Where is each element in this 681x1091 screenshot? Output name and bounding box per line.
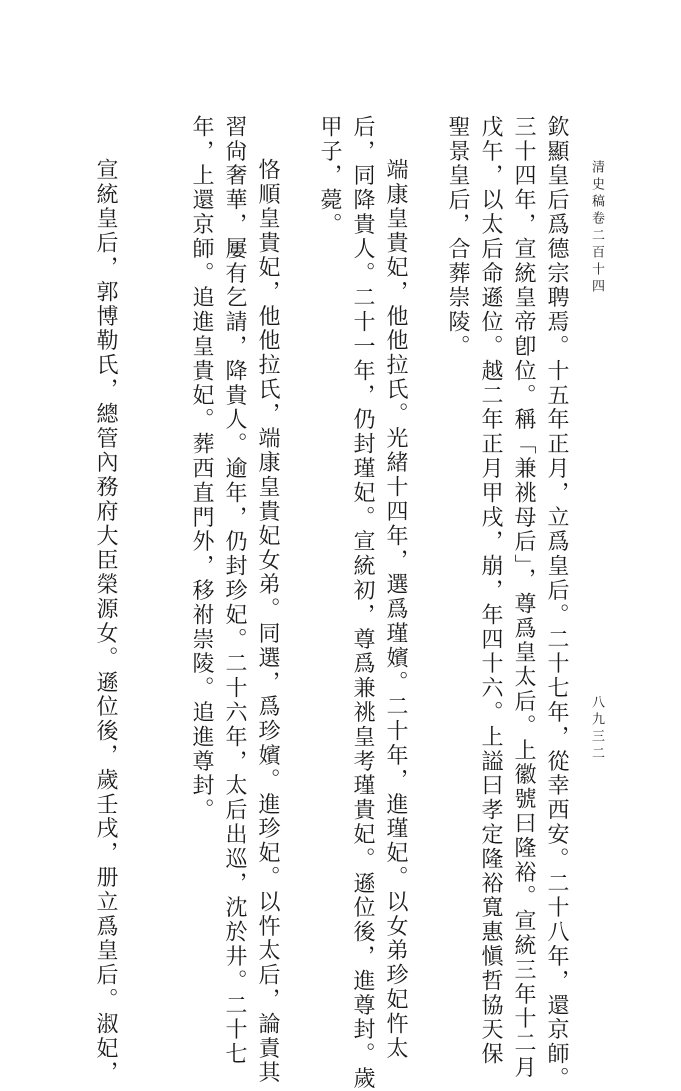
text-column: 后，同降貴人。二十一年，仍封瑾妃。宣統初，尊爲兼祧皇考瑾貴妃。遜位後，進尊封。歲: [350, 115, 375, 1091]
page-number: 八九三二: [589, 695, 604, 763]
text-column: 戊午，以太后命遜位。越二年正月甲戌，崩，年四十六。上謚曰孝定隆裕寬惠愼哲協天保: [478, 115, 503, 1067]
text-column: 年，上還京師。追進皇貴妃。葬西直門外，移祔崇陵。追進尊封。: [189, 115, 214, 823]
text-column: 習尙奢華，屢有乞請，降貴人。逾年，仍封珍妃。二十六年，太后出巡，沈於井。二十七: [222, 115, 247, 1067]
text-column: 端康皇貴妃，他他拉氏。光緒十四年，選爲瑾嬪。二十年，進瑾妃。以女弟珍妃忤太: [383, 158, 408, 1061]
text-column: 宣統皇后，郭博勒氏，總管內務府大臣榮源女。遜位後，歲壬戌，册立爲皇后。淑妃，: [93, 158, 118, 1086]
text-column: 恪順皇貴妃，他他拉氏，端康皇貴妃女弟。同選，爲珍嬪。進珍妃。以忤太后，論責其: [255, 158, 280, 1086]
text-column: 聖景皇后，合葬崇陵。: [445, 115, 470, 359]
running-title: 清史稿卷二百十四: [589, 160, 604, 296]
text-column: 欽顯皇后爲德宗聘焉。十五年正月，立爲皇后。二十七年，從幸西安。二十八年，還京師。: [544, 115, 569, 1091]
text-column: 甲子，薨。: [317, 115, 342, 237]
text-column: 三十四年，宣統皇帝卽位。稱「兼祧母后」，尊爲皇太后。上徽號曰隆裕。宣統三年十二月: [511, 115, 536, 1080]
